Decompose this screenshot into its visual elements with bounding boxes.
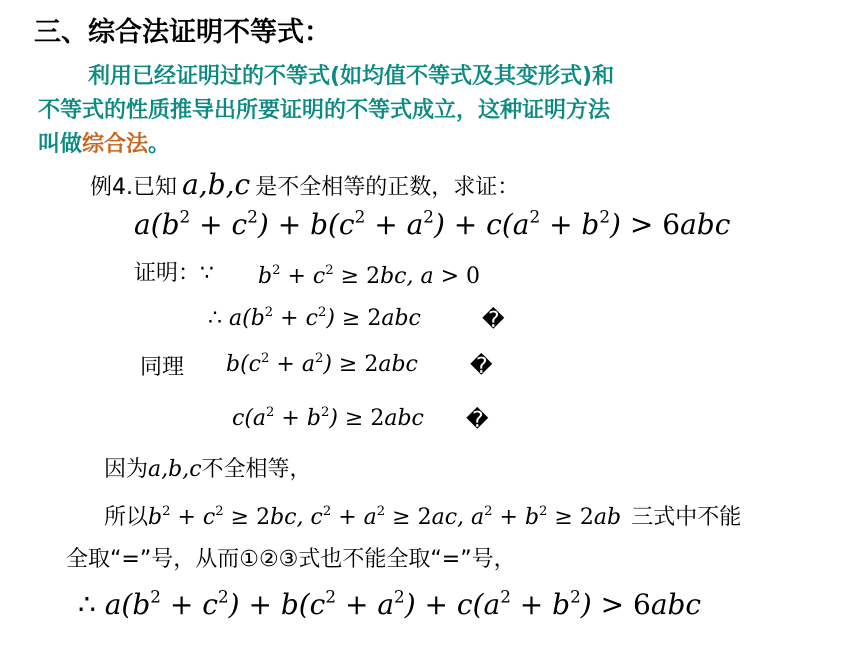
example-label: 例4.已知 bbox=[90, 175, 177, 200]
definition-prefix: 叫做 bbox=[38, 132, 83, 157]
because-vars: a,b,c bbox=[148, 457, 202, 482]
premise-inequality: $b^2 + c^2 \ge 2bc$, a > 0 bbox=[258, 262, 481, 289]
section-heading: 三、综合法证明不等式： bbox=[34, 17, 331, 48]
because-label: 因为 bbox=[104, 457, 149, 482]
step-2-inequality: $b(c^2 + a^2) \ge 2abc$ bbox=[226, 350, 418, 377]
synthesis-method-term: 综合法 bbox=[82, 132, 149, 157]
proof-label: 证明：∵ bbox=[134, 261, 214, 286]
marker-2-icon: � bbox=[470, 354, 493, 379]
marker-1-icon: � bbox=[482, 308, 505, 333]
step-1-inequality: ∴ $a(b^2 + c^2) \ge 2abc$ bbox=[208, 304, 421, 331]
marker-3-icon: � bbox=[466, 408, 489, 433]
not-all-equal-line: 全取“=”号，从而①②③式也不能全取“=”号， bbox=[66, 547, 516, 572]
goal-inequality: $a(b^2 + c^2) + b(c^2 + a^2) + c(a^2 + b^2) > 6abc$ bbox=[134, 206, 731, 241]
definition-line-3 bbox=[38, 128, 170, 162]
three-text: 三式中不能 bbox=[631, 505, 742, 530]
because-line bbox=[104, 452, 312, 483]
three-inequalities: $b^2 + c^2 \ge 2bc$, $c^2 + a^2 \ge 2ac$, $a^2 + b^2 \ge 2ab$ bbox=[148, 503, 622, 530]
so-label: 所以 bbox=[104, 505, 149, 530]
example-condition: 是不全相等的正数，求证： bbox=[255, 175, 520, 200]
example-vars: a,b,c bbox=[182, 168, 251, 201]
conclusion-inequality: ∴ $a(b^2 + c^2) + b(c^2 + a^2) + c(a^2 + b^2) > 6abc$ bbox=[78, 586, 702, 621]
definition-line-1: 利用已经证明过的不等式(如均值不等式及其变形式)和 bbox=[88, 64, 615, 89]
so-line bbox=[104, 500, 741, 531]
step-3-inequality: $c(a^2 + b^2) \ge 2abc$ bbox=[232, 404, 424, 431]
definition-line-2: 不等式的性质推导出所要证明的不等式成立，这种证明方法 bbox=[38, 98, 611, 123]
example-statement bbox=[90, 168, 519, 201]
because-text: 不全相等， bbox=[201, 457, 312, 482]
definition-suffix: 。 bbox=[148, 132, 171, 157]
same-reason-label: 同理 bbox=[140, 355, 185, 380]
